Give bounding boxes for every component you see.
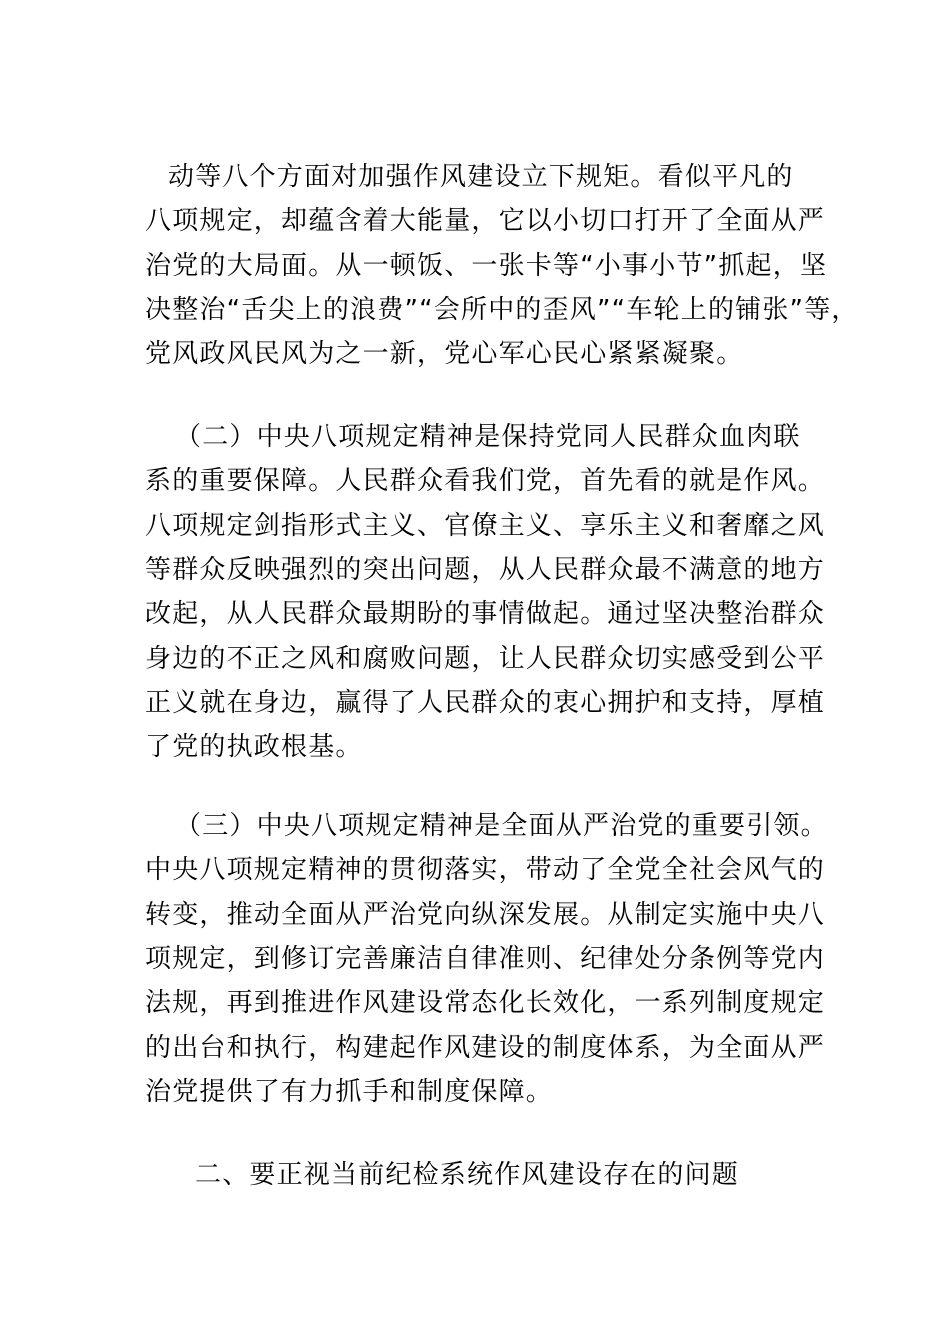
paragraph-2-line: 正义就在身边，赢得了人民群众的衷心拥护和支持，厚植: [145, 687, 826, 718]
paragraph-1-line: 决整治“舌尖上的浪费”“会所中的歪风”“车轮上的铺张”等，: [145, 294, 859, 325]
paragraph-1-line: 党风政风民风为之一新，党心军心民心紧紧凝聚。: [145, 339, 744, 370]
paragraph-1-line: 动等八个方面对加强作风建设立下规矩。看似平凡的: [168, 162, 794, 192]
section-heading: 二、要正视当前纪检系统作风建设存在的问题: [195, 1160, 740, 1190]
paragraph-2-line: 改起，从人民群众最期盼的事情做起。通过坚决整治群众: [145, 599, 826, 630]
paragraph-3-line: 转变，推动全面从严治党向纵深发展。从制定实施中央八: [145, 899, 826, 930]
paragraph-2-line: 身边的不正之风和腐败问题，让人民群众切实感受到公平: [145, 643, 826, 674]
paragraph-3-line: 治党提供了有力抓手和制度保障。: [145, 1076, 554, 1107]
paragraph-2-line: 等群众反映强烈的突出问题，从人民群众最不满意的地方: [145, 554, 826, 585]
paragraph-1-line: 八项规定，却蕴含着大能量，它以小切口打开了全面从严: [145, 206, 826, 237]
paragraph-3-line: 的出台和执行，构建起作风建设的制度体系，为全面从严: [145, 1032, 826, 1063]
paragraph-1-line: 治党的大局面。从一顿饭、一张卡等“小事小节”抓起，坚: [145, 250, 828, 281]
paragraph-3-line: 中央八项规定精神的贯彻落实，带动了全党全社会风气的: [145, 855, 826, 886]
paragraph-2-line: 了党的执政根基。: [145, 732, 363, 763]
paragraph-3-line: 法规，再到推进作风建设常态化长效化，一系列制度规定: [145, 988, 826, 1019]
paragraph-2-line: 八项规定剑指形式主义、官僚主义、享乐主义和奢靡之风: [145, 510, 826, 541]
paragraph-2-line: 系的重要保障。人民群众看我们党，首先看的就是作风。: [145, 466, 826, 497]
paragraph-3-line: 项规定，到修订完善廉洁自律准则、纪律处分条例等党内: [145, 943, 826, 974]
paragraph-3-line: （三）中央八项规定精神是全面从严治党的重要引领。: [175, 811, 828, 841]
paragraph-2-line: （二）中央八项规定精神是保持党同人民群众血肉联: [175, 422, 801, 452]
